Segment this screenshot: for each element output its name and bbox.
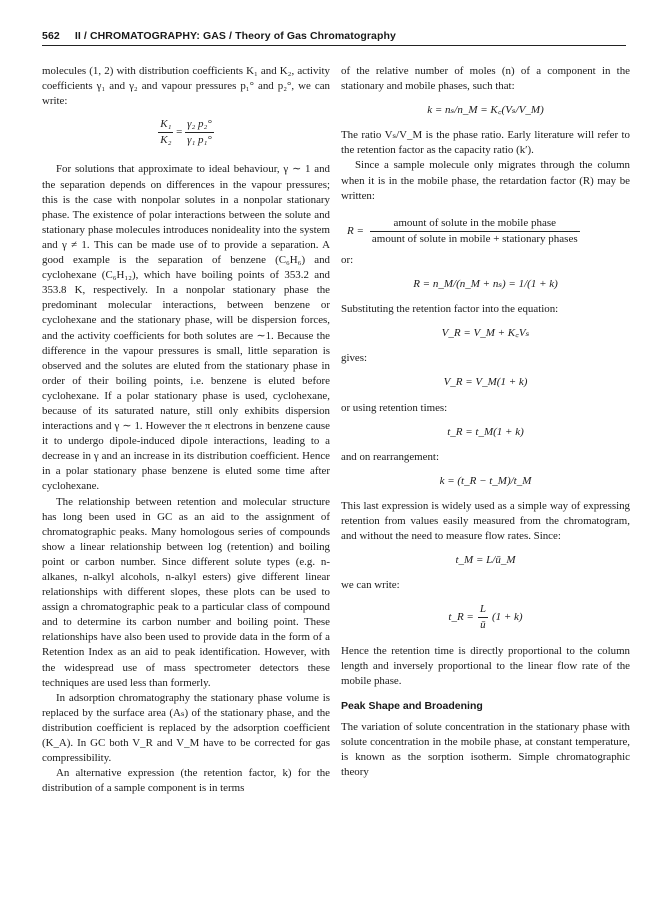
right-column [341, 64, 630, 780]
paragraph: Since a sample molecule only migrates through the column when it is in the mobile phase, the retardation factor (R) may be written: [341, 159, 630, 202]
paragraph: and on rearrangement: [341, 450, 439, 463]
eq-denominator: ū [480, 619, 486, 632]
eq-numerator: K₁ [158, 117, 173, 133]
eq-denominator: γ₁ p₁° [187, 134, 212, 147]
left-column [42, 64, 330, 796]
paragraph: or using retention times: [341, 401, 448, 414]
running-header [42, 30, 626, 46]
fraction-k-ratio [158, 117, 173, 148]
equation-retention-time-length [341, 602, 630, 633]
paragraph: The ratio Vₛ/V_M is the phase ratio. Early literature will refer to the retention factor as the capacity ratio (k′). [341, 129, 630, 157]
eq-denominator: amount of solute in mobile + stationary phases [371, 232, 578, 245]
equation-retention-volume: V_R = V_M + K꜀Vₛ [441, 327, 530, 340]
equation-retardation-moles: R = n_M/(n_M + nₛ) = 1/(1 + k) [413, 278, 558, 291]
equals-sign: = [176, 126, 183, 139]
equation-k-from-times: k = (t_R − t_M)/t_M [439, 474, 532, 487]
paragraph: Substituting the retention factor into the equation: [341, 303, 559, 316]
section-heading: Peak Shape and Broadening [341, 699, 483, 712]
page-number: 562 [42, 30, 60, 42]
equation-distribution-ratio [42, 117, 330, 148]
paragraph: The relationship between retention and molecular structure has long been used in GC as an aid to the assignment of chromatographic peaks. Many homologous series of compounds show a linear relationship between log (retention) and boiling point or carbon number. Since different solute types (e.g. n-alkanes, n-alkyl alcohols, n-alkyl esters) give different linear relationships with different slopes, these plots can be used to assign a chromatographic peak to a particular class of compound and to determine its carbon number and boiling point. These relationships have also been used to provide data in the form of a Retention Index as an aid to peak identification. However, with the widespread use of mass spectrometer detectors these techniques are used less than formerly. [42, 495, 330, 689]
equation-retardation-factor [347, 216, 630, 247]
paragraph: This last expression is widely used as a simple way of expressing retention from values easily measured from the chromatogram, and without the need to measure flow rates. Since: [341, 499, 630, 543]
equation-retention-volume-k: V_R = V_M(1 + k) [443, 376, 528, 389]
connector-text: gives: [341, 352, 368, 365]
paragraph: For solutions that approximate to ideal behaviour, γ ∼ 1 and the separation depends on differences in the vapour pressures; this is the case with nonpolar solutes in a nonpolar stationary phase. The existence of polar interactions between the solute and stationary phase molecules introduces nonideality into the system and γ ≠ 1. This can be made use of to provide a separation. A good example is the separation of benzene (C₆H₆) and cyclohexane (C₆H₁₂), which have boiling points of 353.2 and 353.8 K, respectively. In a nonpolar stationary phase the predominant molecular interactions, between benzene or cyclohexane and the stationary phase, will be dispersion forces, and the activity coefficients for both solutes are ∼1. Because the difference in the vapour pressures is small, little separation is observed and the solutes are eluted from the stationary phase in order of their boiling points, i.e. benzene is eluted before cyclohexane. If a polar stationary phase is used, cyclohexane, because of its saturated nature, still only exhibits dispersion interactions and γ ∼ 1. However the π electrons in benzene cause it to undergo dipole-induced dipole interactions, leading to a decrease in γ and an increase in its distribution coefficient. Hence in a polar stationary phase benzene is eluted some time after cyclohexane. [42, 163, 330, 493]
connector-text: or: [341, 253, 354, 266]
paragraph: of the relative number of moles (n) of a component in the stationary and mobile phases, such that: [341, 65, 630, 93]
eq-rhs: (1 + k) [491, 611, 523, 624]
equation-retention-time: t_R = t_M(1 + k) [447, 425, 524, 438]
eq-lhs: R = [347, 224, 364, 237]
fraction-gamma-p-ratio [185, 117, 214, 148]
eq-numerator: amount of solute in the mobile phase [370, 216, 580, 232]
fraction-amount-ratio [370, 216, 580, 247]
equation-retention-factor: k = nₛ/n_M = K꜀(Vₛ/V_M) [427, 104, 544, 117]
paragraph: we can write: [341, 579, 400, 592]
paragraph: molecules (1, 2) with distribution coefficients K₁ and K₂, activity coefficients γ₁ and γ₂ and vapour pressures p₁° and p₂°, we can write: [42, 65, 330, 108]
equation-dead-time: t_M = L/ū_M [455, 554, 516, 567]
fraction-length-velocity [478, 602, 488, 633]
paragraph: An alternative expression (the retention factor, k) for the distribution of a sample component is in terms [42, 767, 330, 795]
eq-lhs: t_R = [448, 611, 474, 624]
eq-denominator: K₂ [160, 134, 172, 147]
paragraph: The variation of solute concentration in the stationary phase with solute concentration in the mobile phase, at constant temperature, is known as the sorption isotherm. Simple chromatographic theory [341, 720, 630, 779]
running-title: II / CHROMATOGRAPHY: GAS / Theory of Gas Chromatography [74, 30, 396, 42]
paragraph: Hence the retention time is directly proportional to the column length and inversely proportional to the linear flow rate of the mobile phase. [341, 644, 630, 687]
eq-numerator: γ₂ p₂° [185, 117, 214, 133]
eq-numerator: L [478, 602, 488, 618]
paragraph: In adsorption chromatography the stationary phase volume is replaced by the surface area (Aₛ) of the stationary phase, and the distribution coefficient is replaced by the adsorption coefficient (K_A). In GC both V_R and V_M have to be corrected for gas compressibility. [42, 691, 330, 765]
